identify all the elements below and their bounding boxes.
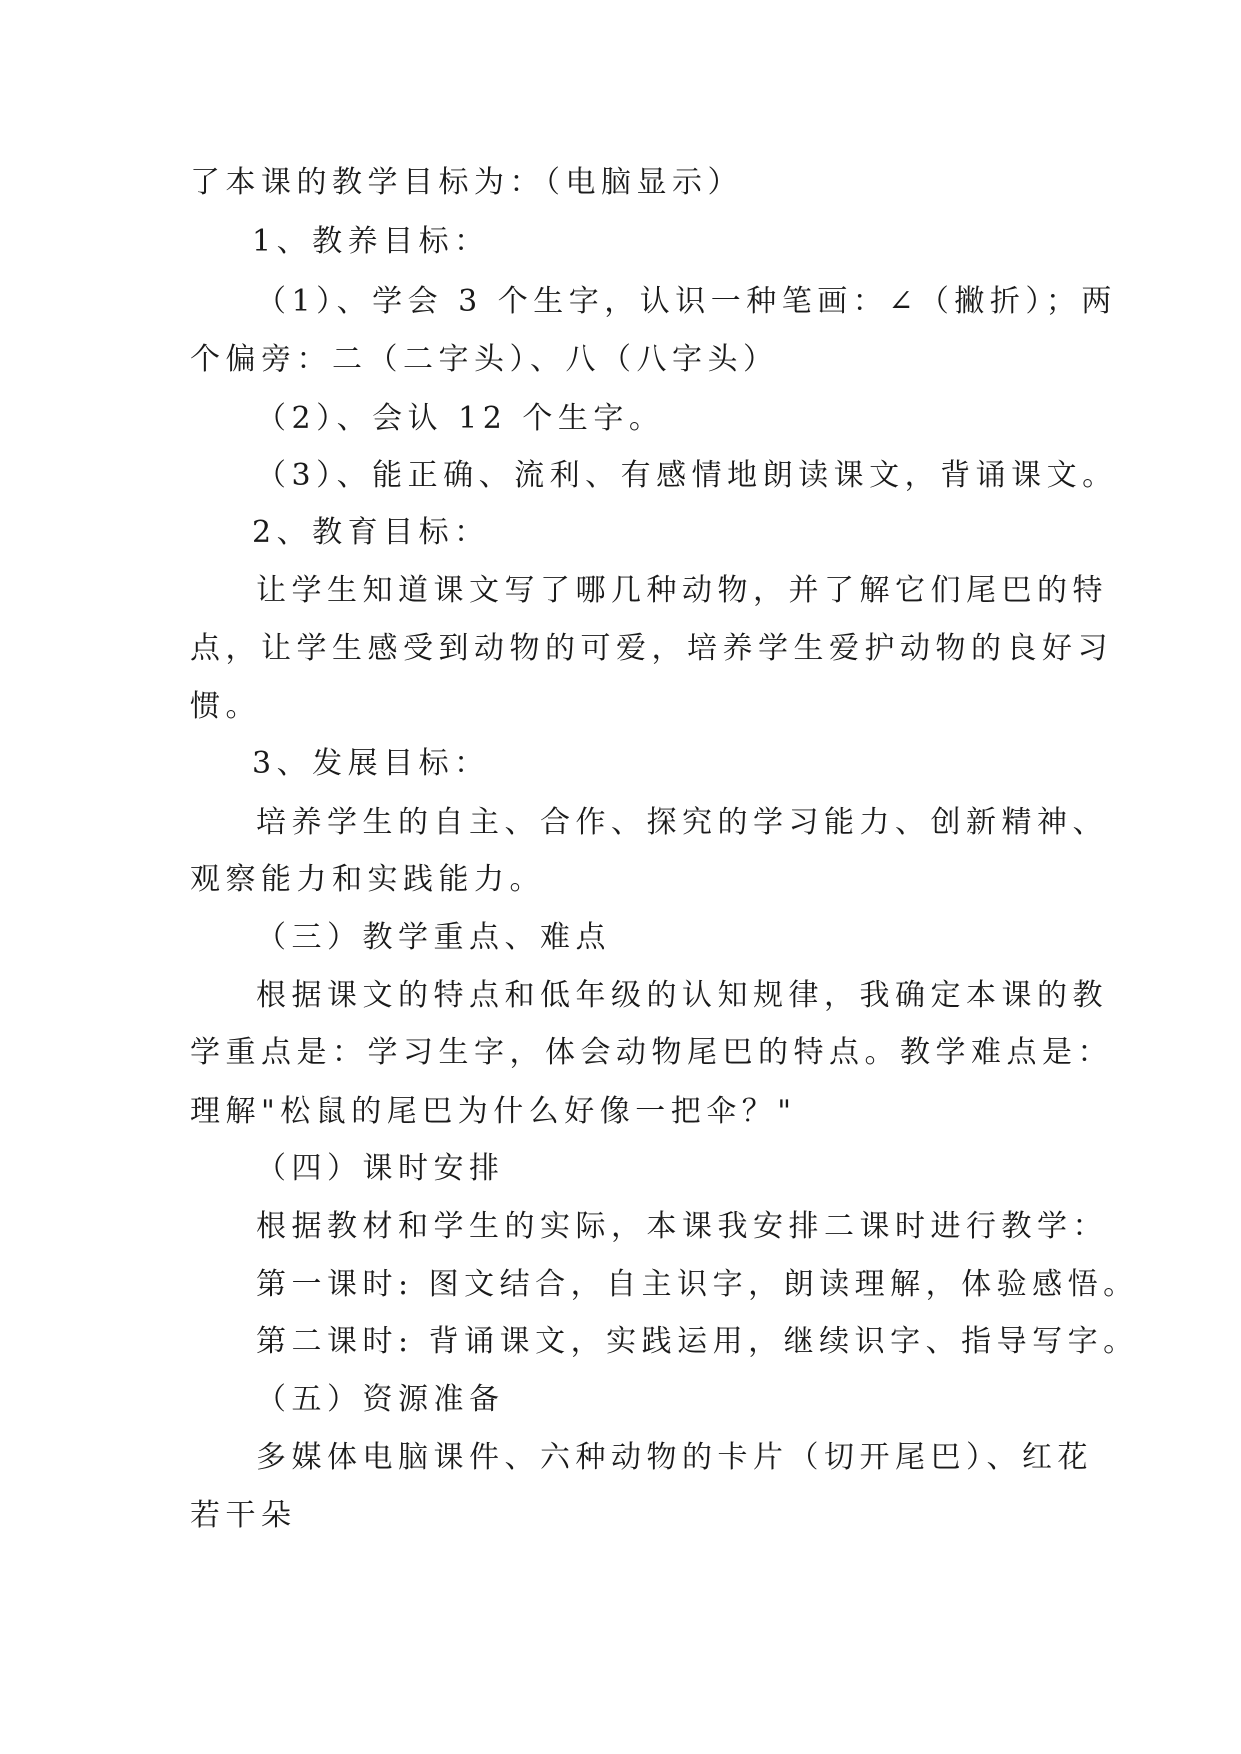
section-heading: 1、教养目标： bbox=[252, 224, 490, 259]
section-heading: 2、教育目标： bbox=[252, 515, 490, 550]
text-line: 让学生知道课文写了哪几种动物，并了解它们尾巴的特 bbox=[256, 573, 1108, 608]
text-line: 根据课文的特点和低年级的认知规律，我确定本课的教 bbox=[256, 978, 1108, 1013]
text-line: 理解"松鼠的尾巴为什么好像一把伞？" bbox=[190, 1094, 797, 1129]
text-line: 第二课时: 背诵课文，实践运用，继续识字、指导写字。 bbox=[256, 1324, 1139, 1359]
text-line: 个偏旁：二（二字头）、八（八字头） bbox=[190, 342, 779, 377]
text-line: 根据教材和学生的实际，本课我安排二课时进行教学： bbox=[256, 1209, 1108, 1244]
text-line: （1）、学会 3 个生字，认识一种笔画：∠（撇折）；两 bbox=[256, 284, 1117, 319]
section-heading: （三）教学重点、难点 bbox=[256, 920, 611, 955]
section-heading: （四）课时安排 bbox=[256, 1151, 505, 1186]
text-line: 观察能力和实践能力。 bbox=[190, 862, 545, 897]
section-heading: 3、发展目标： bbox=[252, 746, 490, 781]
text-line: 点，让学生感受到动物的可爱，培养学生爱护动物的良好习 bbox=[190, 631, 1113, 666]
text-line: （3）、能正确、流利、有感情地朗读课文，背诵课文。 bbox=[256, 458, 1118, 493]
text-line: 多媒体电脑课件、六种动物的卡片（切开尾巴）、红花 bbox=[256, 1440, 1093, 1475]
text-line: 惯。 bbox=[190, 689, 261, 724]
text-line: 若干朵 bbox=[190, 1498, 297, 1533]
text-line: 学重点是：学习生字，体会动物尾巴的特点。教学难点是： bbox=[190, 1035, 1113, 1070]
text-line: 第一课时: 图文结合，自主识字，朗读理解，体验感悟。 bbox=[256, 1267, 1139, 1302]
text-line: （2）、会认 12 个生字。 bbox=[256, 401, 665, 436]
text-line: 培养学生的自主、合作、探究的学习能力、创新精神、 bbox=[256, 805, 1108, 840]
section-heading: （五）资源准备 bbox=[256, 1382, 505, 1417]
text-line: 了本课的教学目标为：（电脑显示） bbox=[190, 165, 743, 200]
